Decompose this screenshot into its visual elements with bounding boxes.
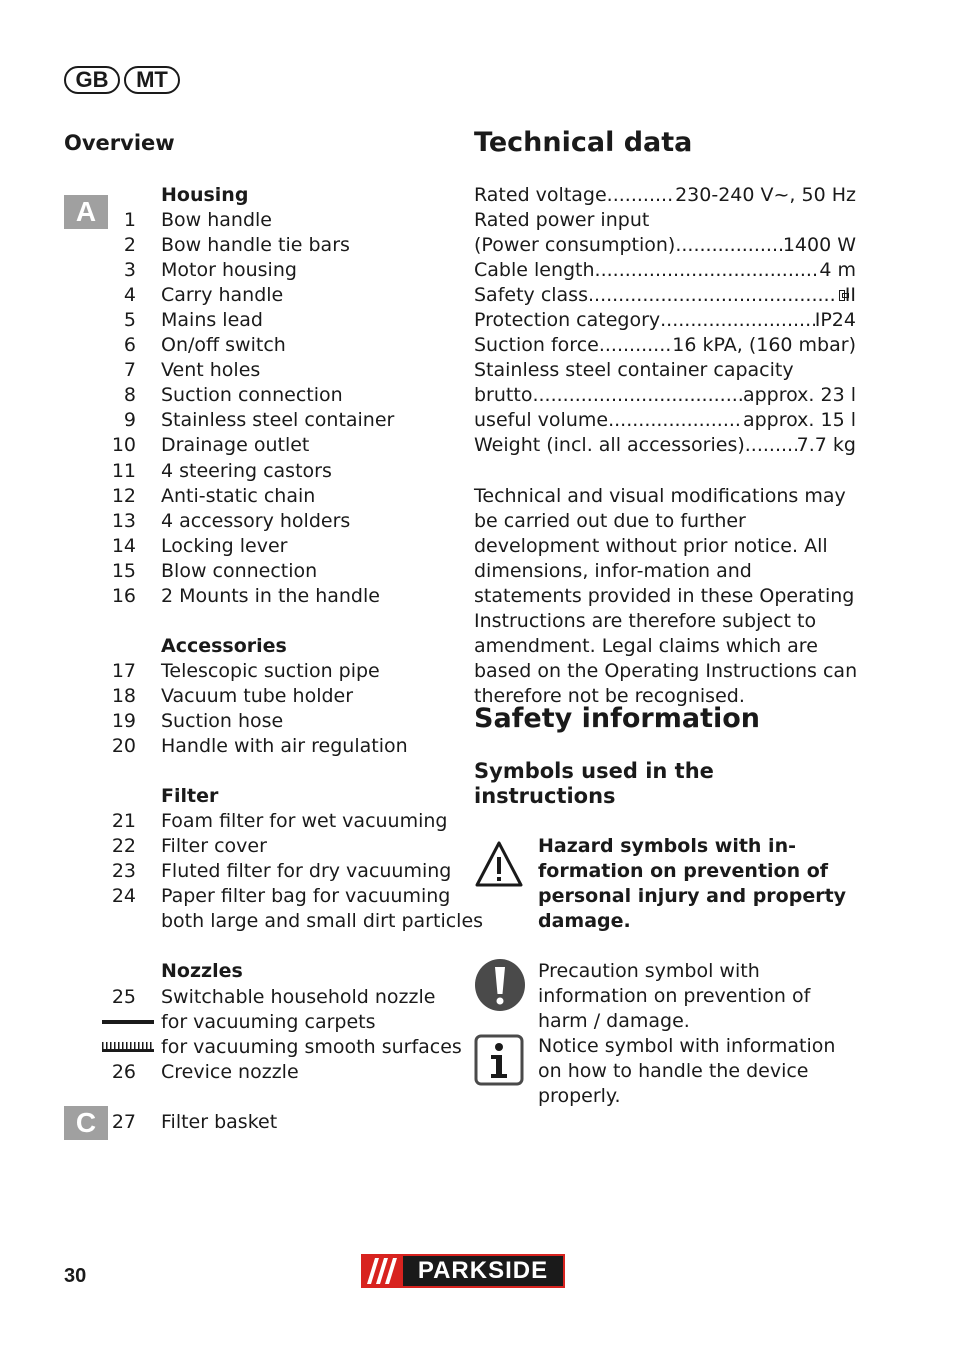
list-item: 26 Crevice nozzle [111, 1060, 299, 1083]
language-badge-gb: GB [64, 66, 120, 94]
list-item: 5 Mains lead [123, 309, 263, 332]
technical-data-table [474, 183, 856, 459]
spec-row: brutto ..... approx. 23 l [474, 383, 856, 408]
list-item: 27 Filter basket [111, 1110, 278, 1133]
carpet-setting-icon [102, 1020, 154, 1024]
spec-row: Suction force ..... 16 kPA, (160 mbar) [474, 333, 856, 358]
warning-triangle-icon [474, 840, 524, 888]
list-item: for vacuuming carpets [100, 1010, 460, 1035]
list-item: 1 Bow handle [123, 209, 272, 232]
page-number: 30 [64, 1265, 87, 1287]
list-item: 12 Anti-static chain [111, 484, 316, 507]
list-item: 20 Handle with air regulation [111, 735, 408, 758]
spec-row: (Power consumption) ..... 1400 W [474, 233, 856, 258]
notice-symbol-description: Notice symbol with information on how to handle the device properly. [538, 1035, 836, 1108]
list-item: 11 4 steering castors [111, 459, 332, 482]
list-item: both large and small dirt particles [161, 910, 484, 933]
spec-row: Rated voltage ..... 230-240 V~, 50 Hz [474, 183, 856, 208]
safety-class-ii-icon [839, 290, 845, 301]
list-item: for vacuuming smooth surfaces [100, 1035, 460, 1060]
safety-title: Safety information [474, 703, 761, 734]
group-title-nozzles: Nozzles [161, 960, 243, 983]
list-item: 10 Drainage outlet [111, 434, 310, 457]
list-item: 24 Paper filter bag for vacuuming [111, 885, 451, 908]
list-item: 3 Motor housing [123, 259, 297, 282]
spec-row: Protection category ..... IP24 [474, 308, 856, 333]
list-item: 6 On/off switch [123, 334, 286, 357]
language-badge-mt: MT [124, 66, 180, 94]
list-item: 2 Bow handle tie bars [123, 234, 350, 257]
info-icon [474, 1034, 524, 1086]
figure-marker-c: C [64, 1106, 108, 1140]
group-title-filter: Filter [161, 785, 219, 808]
spec-row: Weight (incl. all accessories) ..... 7.7 kg [474, 433, 856, 458]
list-item: 23 Fluted filter for dry vacuuming [111, 860, 452, 883]
list-item: 9 Stainless steel container [123, 409, 395, 432]
list-item: 7 Vent holes [123, 359, 261, 382]
group-title-housing: Housing [161, 184, 249, 206]
figure-marker-a: A [64, 195, 108, 229]
list-item: 18 Vacuum tube holder [111, 684, 354, 707]
overview-title: Overview [64, 131, 175, 155]
technical-note: Technical and visual modifications may be carried out due to further development without prior notice. All dimensions, infor-mation and statements provided in these Operating Instructions are therefore subject to amendment. Legal claims which are based on the Operating Instructions can therefore not be recognised. [474, 485, 858, 708]
language-badges [64, 66, 180, 94]
list-item: 4 Carry handle [123, 284, 284, 307]
spec-row: Cable length ..... 4 m [474, 258, 856, 283]
brand-name: PARKSIDE [403, 1256, 563, 1286]
group-title-accessories: Accessories [161, 634, 287, 657]
list-item: 25 Switchable household nozzle [111, 985, 436, 1008]
safety-subtitle: Symbols used in the instructions [474, 759, 714, 808]
overview-list [100, 183, 484, 1135]
list-item: 13 4 accessory holders [111, 509, 351, 532]
list-item: 16 2 Mounts in the handle [111, 584, 380, 607]
list-item: 8 Suction connection [123, 384, 343, 407]
spec-row: Stainless steel container capacity [474, 359, 794, 382]
brand-logo [361, 1254, 565, 1288]
list-item: 22 Filter cover [111, 835, 267, 858]
logo-stripes-icon [361, 1254, 403, 1288]
list-item: 15 Blow connection [111, 559, 318, 582]
spec-row: Safety class ..... II [474, 283, 856, 308]
spec-row: Rated power input [474, 209, 650, 232]
smooth-surface-setting-icon [102, 1042, 154, 1052]
list-item: 14 Locking lever [111, 534, 288, 557]
list-item: 19 Suction hose [111, 709, 284, 732]
exclamation-icon [474, 958, 526, 1012]
hazard-symbol-description: Hazard symbols with in-formation on prevention of personal injury and property damage. [538, 835, 847, 933]
precaution-symbol-description: Precaution symbol with information on prevention of harm / damage. [538, 960, 811, 1033]
technical-data-title: Technical data [474, 127, 693, 158]
spec-row: useful volume ..... approx. 15 l [474, 408, 856, 433]
list-item: 17 Telescopic suction pipe [111, 659, 380, 682]
list-item: 21 Foam filter for wet vacuuming [111, 810, 448, 833]
